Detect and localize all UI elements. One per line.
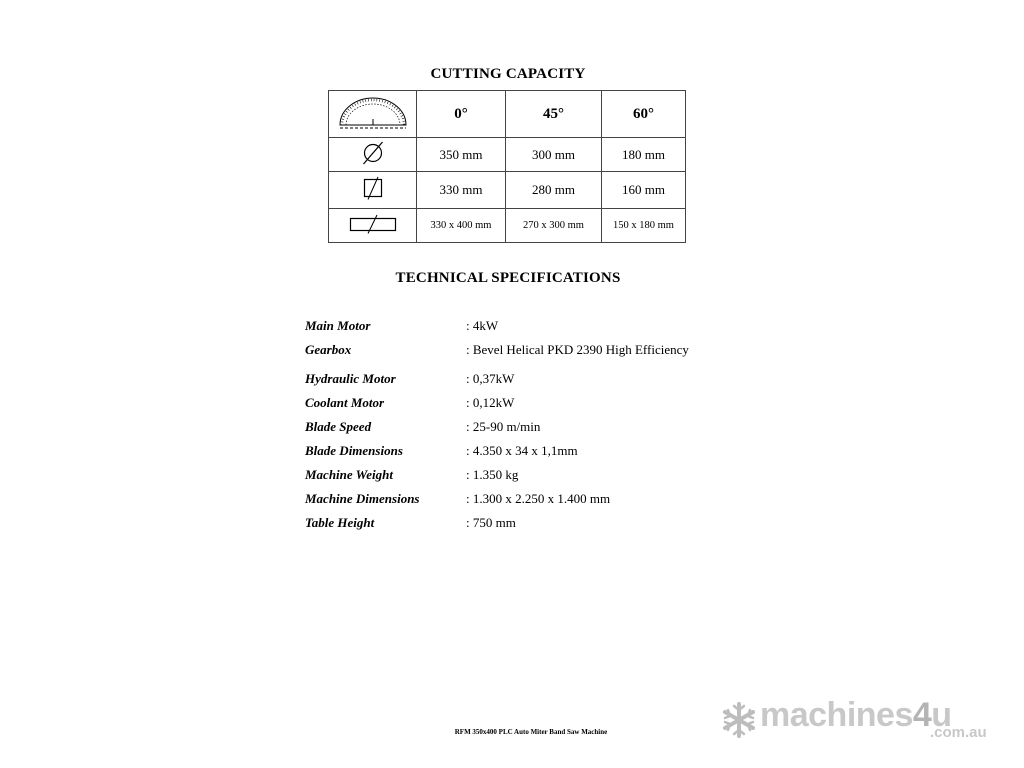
- spec-label: Blade Dimensions: [305, 443, 403, 458]
- spec-label: Main Motor: [305, 318, 371, 333]
- footer-caption: RFM 350x400 PLC Auto Miter Band Saw Machine: [454, 728, 608, 736]
- table-row: [329, 138, 686, 172]
- value-cell: 160 mm: [602, 172, 686, 209]
- spec-value: : 0,37kW: [466, 371, 515, 386]
- spec-label: Coolant Motor: [305, 395, 385, 410]
- round-section-icon: [361, 141, 385, 165]
- spec-value: : 0,12kW: [466, 395, 515, 410]
- spec-value: : Bevel Helical PKD 2390 High Efficiency: [466, 342, 689, 357]
- angle-header-60: 60°: [602, 91, 686, 138]
- spec-label: Table Height: [305, 515, 375, 530]
- cutting-capacity-title: CUTTING CAPACITY: [430, 66, 586, 82]
- snowflake-logo-icon: [722, 700, 756, 740]
- spec-label: Gearbox: [305, 342, 352, 357]
- spec-label: Machine Weight: [305, 467, 394, 482]
- shape-cell: [329, 138, 417, 172]
- shape-cell: [329, 209, 417, 243]
- value-cell: 330 x 400 mm: [417, 209, 506, 243]
- cutting-capacity-table: [328, 90, 686, 243]
- angle-header-45: 45°: [506, 91, 602, 138]
- rectangular-section-icon: [348, 214, 398, 234]
- value-cell: 180 mm: [602, 138, 686, 172]
- value-cell: 150 x 180 mm: [602, 209, 686, 243]
- value-cell: 270 x 300 mm: [506, 209, 602, 243]
- logo-wordmark: machines4u: [760, 696, 952, 734]
- protractor-icon: [337, 95, 409, 129]
- spec-value: : 750 mm: [466, 515, 516, 530]
- angle-header-0: 0°: [417, 91, 506, 138]
- logo-domain: .com.au: [930, 724, 987, 741]
- spec-value: : 4.350 x 34 x 1,1mm: [466, 443, 578, 458]
- spec-value: : 1.350 kg: [466, 467, 519, 482]
- machines4u-watermark: [722, 698, 992, 746]
- spec-value: : 25-90 m/min: [466, 419, 541, 434]
- value-cell: 330 mm: [417, 172, 506, 209]
- technical-specifications-title: TECHNICAL SPECIFICATIONS: [395, 270, 621, 286]
- square-section-icon: [361, 176, 385, 200]
- spec-label: Machine Dimensions: [305, 491, 420, 506]
- protractor-cell: [329, 91, 417, 138]
- spec-value: : 4kW: [466, 318, 499, 333]
- table-row: [329, 172, 686, 209]
- value-cell: 350 mm: [417, 138, 506, 172]
- spec-label: Hydraulic Motor: [305, 371, 396, 386]
- value-cell: 300 mm: [506, 138, 602, 172]
- table-header-row: [329, 91, 686, 138]
- table-row: [329, 209, 686, 243]
- shape-cell: [329, 172, 417, 209]
- spec-value: : 1.300 x 2.250 x 1.400 mm: [466, 491, 611, 506]
- value-cell: 280 mm: [506, 172, 602, 209]
- spec-label: Blade Speed: [305, 419, 372, 434]
